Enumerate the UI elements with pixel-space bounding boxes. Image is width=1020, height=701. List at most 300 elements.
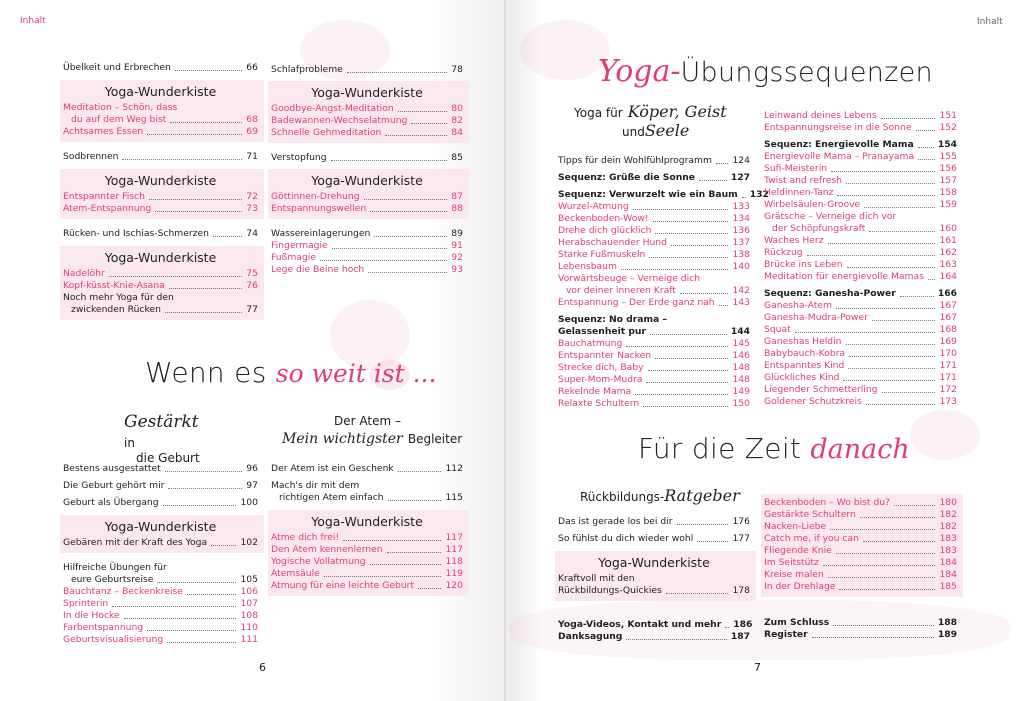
- entry-title: Gestärkte Schultern: [764, 509, 856, 520]
- toc-entry[interactable]: [271, 463, 463, 475]
- page-number: 186: [733, 619, 753, 630]
- page-header: Inhalt: [20, 16, 46, 26]
- toc-entry[interactable]: [764, 384, 957, 396]
- toc-column-7: [558, 516, 753, 643]
- toc-entry[interactable]: [764, 122, 957, 134]
- page-number: 87: [451, 191, 463, 202]
- toc-entry[interactable]: [63, 537, 258, 549]
- page-number: 167: [939, 312, 957, 323]
- page-number: 96: [246, 463, 258, 474]
- toc-entry[interactable]: [764, 271, 957, 283]
- page-number: 77: [246, 304, 258, 315]
- page-number: 100: [240, 497, 258, 508]
- toc-entry[interactable]: [63, 598, 258, 610]
- toc-entry[interactable]: [764, 336, 957, 348]
- toc-entry[interactable]: [558, 273, 750, 285]
- toc-entry[interactable]: [558, 314, 750, 326]
- toc-entry[interactable]: [271, 568, 463, 580]
- entry-title: Rücken- und Ischias-Schmerzen: [63, 228, 209, 239]
- entry-title: Leinwand deines Lebens: [764, 110, 877, 121]
- toc-entry[interactable]: [63, 304, 258, 316]
- toc-column-5: [558, 155, 769, 410]
- toc-entry[interactable]: [271, 103, 463, 115]
- page-number: 66: [246, 62, 258, 73]
- page-number: 137: [732, 237, 750, 248]
- entry-title: Im Seitstütz: [764, 557, 819, 568]
- toc-entry[interactable]: [271, 115, 463, 127]
- toc-entry[interactable]: [558, 374, 750, 386]
- entry-title: Catch me, if you can: [764, 533, 859, 544]
- page-number: 74: [246, 228, 258, 239]
- toc-entry[interactable]: [558, 533, 750, 545]
- heading-plain: Der Atem –: [334, 414, 401, 428]
- yoga-box: [60, 246, 264, 320]
- toc-entry[interactable]: [558, 631, 750, 643]
- page-number: 107: [240, 598, 258, 609]
- toc-entry[interactable]: [271, 532, 463, 544]
- entry-title: In der Drehlage: [764, 581, 836, 592]
- toc-entry[interactable]: [558, 573, 750, 585]
- page-number: 78: [451, 64, 463, 75]
- entry-title: Wurzel-Atmung: [558, 201, 629, 212]
- page-number: 156: [939, 163, 957, 174]
- entry-title: Gelassenheit pur: [558, 326, 646, 337]
- toc-entry[interactable]: [764, 545, 957, 557]
- toc-entry[interactable]: [558, 386, 750, 398]
- entry-title: Heldinnen-Tanz: [764, 187, 834, 198]
- toc-entry[interactable]: [558, 249, 750, 261]
- toc-entry[interactable]: [764, 324, 957, 336]
- entry-title: Rekelnde Mama: [558, 386, 632, 397]
- toc-entry[interactable]: [63, 114, 258, 126]
- toc-entry[interactable]: [558, 585, 750, 597]
- toc-entry[interactable]: [558, 201, 750, 213]
- page-number: 134: [732, 213, 750, 224]
- page-number: 168: [939, 324, 957, 335]
- section-title-script: so weit ist ...: [275, 359, 437, 388]
- entry-title: Der Atem ist ein Geschenk: [271, 463, 394, 474]
- toc-entry[interactable]: [558, 213, 750, 225]
- toc-entry[interactable]: [764, 163, 957, 175]
- entry-title: In die Hocke: [63, 610, 120, 621]
- toc-entry[interactable]: [63, 480, 258, 492]
- toc-entry[interactable]: [271, 191, 463, 203]
- toc-entry[interactable]: [764, 629, 957, 641]
- page-number: 189: [937, 629, 957, 640]
- toc-entry[interactable]: [764, 300, 957, 312]
- entry-title: Göttinnen-Drehung: [271, 191, 360, 202]
- toc-entry[interactable]: [764, 211, 957, 223]
- section-title: [598, 54, 933, 89]
- toc-entry[interactable]: [764, 223, 957, 235]
- page-number: 88: [451, 203, 463, 214]
- toc-entry[interactable]: [764, 151, 957, 163]
- entry-title: Ganesha-Atem: [764, 300, 832, 311]
- entry-title: Meditation – Schön, dass: [63, 102, 178, 113]
- page-number: 161: [939, 235, 957, 246]
- page-number: 97: [246, 480, 258, 491]
- toc-entry[interactable]: [764, 110, 957, 122]
- heading-script: Ratgeber: [664, 486, 740, 505]
- page-number: 143: [732, 297, 750, 308]
- page-number: 127: [730, 172, 750, 183]
- entry-title: Badewannen-Wechselatmung: [271, 115, 408, 126]
- toc-entry[interactable]: [63, 622, 258, 634]
- entry-title: Wirbelsäulen-Groove: [764, 199, 861, 210]
- entry-title: Drehe dich glücklich: [558, 225, 652, 236]
- toc-entry[interactable]: [764, 533, 957, 545]
- entry-title: Den Atem kennenlernen: [271, 544, 383, 555]
- toc-entry[interactable]: [764, 396, 957, 408]
- section-title-script: danach: [810, 434, 910, 465]
- entry-title: Sequenz: Ganesha-Power: [764, 288, 896, 299]
- page-number: 180: [939, 497, 957, 508]
- page-number: 120: [445, 580, 463, 591]
- entry-title: Kraftvoll mit den: [558, 573, 635, 584]
- toc-entry[interactable]: [271, 580, 463, 592]
- entry-title: Rückzug: [764, 247, 803, 258]
- page-number: 183: [939, 545, 957, 556]
- toc-entry[interactable]: [271, 152, 463, 164]
- section-title-plain: Übungssequenzen: [680, 57, 933, 88]
- page-number: 117: [445, 544, 463, 555]
- page-number: 172: [939, 384, 957, 395]
- page-number: 136: [732, 225, 750, 236]
- heading-plain: in: [124, 436, 135, 450]
- entry-title: Waches Herz: [764, 235, 824, 246]
- toc-entry[interactable]: [558, 155, 750, 167]
- page-number: 75: [246, 268, 258, 279]
- toc-entry[interactable]: [558, 285, 750, 297]
- watercolor-splash: [910, 410, 980, 460]
- section-title: [145, 356, 436, 389]
- entry-title: Mach's dir mit dem: [271, 480, 360, 491]
- entry-title: Ganesha-Mudra-Power: [764, 312, 868, 323]
- entry-title: zwickenden Rücken: [71, 304, 161, 315]
- entry-title: Verstopfung: [271, 152, 327, 163]
- toc-entry[interactable]: [558, 338, 750, 350]
- yoga-box: [555, 551, 756, 601]
- toc-entry[interactable]: [764, 247, 957, 259]
- entry-title: Atemsäule: [271, 568, 320, 579]
- entry-title: Fliegende Knie: [764, 545, 832, 556]
- page-number: 160: [939, 223, 957, 234]
- entry-title: Goldener Schutzkreis: [764, 396, 862, 407]
- toc-entry[interactable]: [558, 237, 750, 249]
- entry-title: Noch mehr Yoga für den: [63, 292, 174, 303]
- entry-title: Geburt als Übergang: [63, 497, 159, 508]
- page-number: 148: [732, 362, 750, 373]
- page-number: 157: [939, 175, 957, 186]
- page-number: 146: [732, 350, 750, 361]
- entry-title: Starke Fußmuskeln: [558, 249, 646, 260]
- entry-title: Vorwärtsbeuge – Verneige dich: [558, 273, 701, 284]
- page-number: 92: [451, 252, 463, 263]
- heading-plain: Yoga für: [574, 106, 623, 120]
- toc-entry[interactable]: [764, 581, 957, 593]
- entry-title: Goodbye-Angst-Meditation: [271, 103, 394, 114]
- toc-entry[interactable]: [764, 199, 957, 211]
- page-number: 69: [246, 126, 258, 137]
- toc-entry[interactable]: [764, 360, 957, 372]
- toc-entry[interactable]: [63, 497, 258, 509]
- toc-entry[interactable]: [271, 203, 463, 215]
- page-number: 85: [451, 152, 463, 163]
- toc-entry[interactable]: [558, 261, 750, 273]
- right-page: [510, 0, 1020, 701]
- page-number-footer: 6: [259, 661, 266, 674]
- page-number: 187: [730, 631, 750, 642]
- entry-title: Atme dich frei!: [271, 532, 340, 543]
- entry-title: Entspannung – Der Erde ganz nah: [558, 297, 715, 308]
- page-number: 68: [246, 114, 258, 125]
- toc-entry[interactable]: [764, 348, 957, 360]
- toc-entry[interactable]: [63, 102, 258, 114]
- heading-script: Köper, Geist: [627, 102, 727, 121]
- box-title: Yoga-Wunderkiste: [598, 555, 710, 570]
- page-number: 93: [451, 264, 463, 275]
- entry-title: Yogische Vollatmung: [271, 556, 366, 567]
- toc-entry[interactable]: [63, 151, 258, 163]
- entry-title: Tipps für dein Wohlfühlprogramm: [558, 155, 712, 166]
- section-title: [638, 432, 910, 465]
- page-number: 115: [445, 492, 463, 503]
- toc-column-1: [63, 62, 258, 320]
- entry-title: Gebären mit der Kraft des Yoga: [63, 537, 208, 548]
- entry-title: Sprinterin: [63, 598, 109, 609]
- toc-entry[interactable]: [764, 235, 957, 247]
- toc-entry[interactable]: [764, 557, 957, 569]
- page-number: 152: [939, 122, 957, 133]
- toc-entry[interactable]: [764, 187, 957, 199]
- entry-title: Entspannungsreise in die Sonne: [764, 122, 912, 133]
- page-number: 119: [445, 568, 463, 579]
- toc-column-6: [764, 110, 957, 408]
- toc-entry[interactable]: [63, 463, 258, 475]
- box-title: Yoga-Wunderkiste: [104, 84, 217, 99]
- entry-title: Kreise malen: [764, 569, 824, 580]
- toc-entry[interactable]: [764, 139, 957, 151]
- toc-entry[interactable]: [271, 64, 463, 76]
- toc-entry[interactable]: [271, 480, 463, 492]
- heading-plain: Begleiter: [407, 432, 463, 446]
- entry-title: Sequenz: Grüße die Sonne: [558, 172, 696, 183]
- page-number: 144: [730, 326, 750, 337]
- toc-entry[interactable]: [63, 610, 258, 622]
- page-number: 124: [732, 155, 750, 166]
- toc-entry[interactable]: [271, 544, 463, 556]
- page-number: 167: [939, 300, 957, 311]
- page-number: 184: [939, 569, 957, 580]
- page-number: 164: [939, 271, 957, 282]
- page-number: 154: [937, 139, 957, 150]
- entry-title: Sodbrennen: [63, 151, 119, 162]
- entry-title: Entspannter Fisch: [63, 191, 145, 202]
- section-title-plain: Wenn es: [145, 356, 276, 389]
- page-number: 178: [732, 585, 750, 596]
- entry-title: Relaxte Schultern: [558, 398, 640, 409]
- box-title: Yoga-Wunderkiste: [311, 85, 423, 100]
- page-number: 177: [732, 533, 750, 544]
- page-number: 84: [451, 127, 463, 138]
- toc-entry[interactable]: [63, 574, 258, 586]
- toc-column-4: [271, 463, 463, 596]
- toc-entry[interactable]: [63, 292, 258, 304]
- page-number: 108: [240, 610, 258, 621]
- page-number: 106: [240, 586, 258, 597]
- entry-title: Bauchatmung: [558, 338, 623, 349]
- toc-entry[interactable]: [764, 569, 957, 581]
- page-number: 171: [939, 360, 957, 371]
- toc-entry[interactable]: [558, 362, 750, 374]
- toc-entry[interactable]: [63, 586, 258, 598]
- page-header: Inhalt: [977, 17, 1003, 27]
- entry-title: Übelkeit und Erbrechen: [63, 62, 171, 73]
- page-number: 91: [451, 240, 463, 251]
- page-number: 145: [732, 338, 750, 349]
- entry-title: Nadelöhr: [63, 268, 105, 279]
- entry-title: Fingermagie: [271, 240, 328, 251]
- toc-entry[interactable]: [558, 225, 750, 237]
- page-number: 142: [732, 285, 750, 296]
- entry-title: Kopf-küsst-Knie-Asana: [63, 280, 165, 291]
- entry-title: Ganeshas Heldin: [764, 336, 842, 347]
- page-number: 150: [732, 398, 750, 409]
- toc-entry[interactable]: [558, 350, 750, 362]
- entry-title: Zum Schluss: [764, 617, 830, 628]
- page-number: 170: [939, 348, 957, 359]
- toc-entry[interactable]: [63, 562, 258, 574]
- page-number: 72: [246, 191, 258, 202]
- entry-title: Meditation für energievolle Mamas: [764, 271, 924, 282]
- entry-title: Entspanntes Kind: [764, 360, 845, 371]
- toc-entry[interactable]: [271, 240, 463, 252]
- entry-title: Bauchtanz – Beckenkreise: [63, 586, 183, 597]
- toc-entry[interactable]: [271, 252, 463, 264]
- section-title-plain: Für die Zeit: [638, 432, 811, 465]
- page-number: 132: [749, 189, 769, 200]
- toc-entry[interactable]: [558, 172, 750, 184]
- toc-entry[interactable]: [63, 191, 258, 203]
- toc-entry[interactable]: [63, 634, 258, 646]
- page-number: 182: [939, 521, 957, 532]
- entry-title: eure Geburtsreise: [71, 574, 154, 585]
- page-number: 117: [445, 532, 463, 543]
- entry-title: Rückbildungs-Quickies: [558, 585, 662, 596]
- toc-entry[interactable]: [558, 189, 769, 201]
- page-number: 140: [732, 261, 750, 272]
- entry-title: Nacken-Liebe: [764, 521, 827, 532]
- toc-entry[interactable]: [271, 127, 463, 139]
- toc-entry[interactable]: [63, 280, 258, 292]
- page-number: 133: [732, 201, 750, 212]
- page-number: 169: [939, 336, 957, 347]
- toc-entry[interactable]: [764, 497, 957, 509]
- toc-entry[interactable]: [63, 126, 258, 138]
- entry-title: Danksagung: [558, 631, 623, 642]
- toc-entry[interactable]: [764, 288, 957, 300]
- entry-title: Grätsche – Verneige dich vor: [764, 211, 897, 222]
- page-number: 110: [240, 622, 258, 633]
- yoga-box: [761, 494, 963, 597]
- page-number: 162: [939, 247, 957, 258]
- heading-plain: Rückbildungs-: [580, 490, 665, 504]
- heading-script: Seele: [644, 121, 690, 140]
- entry-title: Brücke ins Leben: [764, 259, 843, 270]
- toc-entry[interactable]: [63, 228, 258, 240]
- toc-entry[interactable]: [558, 297, 750, 309]
- toc-entry[interactable]: [764, 509, 957, 521]
- subsection-heading: [124, 412, 214, 465]
- toc-entry[interactable]: [764, 617, 957, 629]
- entry-title: Fußmagie: [271, 252, 317, 263]
- toc-entry[interactable]: [558, 516, 750, 528]
- page-number: 176: [732, 516, 750, 527]
- box-title: Yoga-Wunderkiste: [311, 514, 423, 529]
- entry-title: Squat: [764, 324, 791, 335]
- entry-title: Atmung für eine leichte Geburt: [271, 580, 415, 591]
- toc-entry[interactable]: [764, 312, 957, 324]
- toc-entry[interactable]: [558, 326, 750, 338]
- entry-title: Liegender Schmetterling: [764, 384, 878, 395]
- toc-entry[interactable]: [63, 268, 258, 280]
- page-number: 102: [240, 537, 258, 548]
- page-number: 188: [937, 617, 957, 628]
- toc-entry[interactable]: [764, 175, 957, 187]
- page-number: 163: [939, 259, 957, 270]
- yoga-box: [268, 81, 469, 143]
- entry-title: Register: [764, 629, 808, 640]
- page-number: 159: [939, 199, 957, 210]
- yoga-box: [268, 169, 469, 219]
- toc-entry[interactable]: [63, 203, 258, 215]
- entry-title: Entspannungswellen: [271, 203, 367, 214]
- entry-title: Yoga-Videos, Kontakt und mehr: [558, 619, 722, 630]
- entry-title: Geburtsvisualisierung: [63, 634, 164, 645]
- entry-title: Hilfreiche Übungen für: [63, 562, 167, 573]
- entry-title: Sufi-Meisterin: [764, 163, 828, 174]
- entry-title: Beckenboden – Wo bist du?: [764, 497, 890, 508]
- entry-title: Bestens ausgestattet: [63, 463, 161, 474]
- toc-entry[interactable]: [271, 492, 463, 504]
- page-number: 80: [451, 103, 463, 114]
- toc-entry[interactable]: [63, 62, 258, 74]
- toc-entry[interactable]: [558, 619, 753, 631]
- page-number: 171: [939, 372, 957, 383]
- toc-entry[interactable]: [764, 259, 957, 271]
- entry-title: vor deiner inneren Kraft: [566, 285, 676, 296]
- entry-title: du auf dem Weg bist: [71, 114, 167, 125]
- toc-entry[interactable]: [271, 264, 463, 276]
- yoga-box: [60, 515, 264, 553]
- toc-entry[interactable]: [764, 372, 957, 384]
- toc-entry[interactable]: [271, 556, 463, 568]
- heading-script: Mein wichtigster: [282, 431, 403, 447]
- subsection-heading: [574, 102, 744, 140]
- toc-entry[interactable]: [271, 228, 463, 240]
- page-number: 155: [939, 151, 957, 162]
- toc-entry[interactable]: [558, 398, 750, 410]
- entry-title: Wassereinlagerungen: [271, 228, 371, 239]
- entry-title: Sequenz: Energievolle Mama: [764, 139, 914, 150]
- subsection-heading: [580, 486, 740, 505]
- toc-entry[interactable]: [764, 521, 957, 533]
- entry-title: Atem-Entspannung: [63, 203, 152, 214]
- entry-title: Beckenboden-Wow!: [558, 213, 649, 224]
- entry-title: richtigen Atem einfach: [279, 492, 384, 503]
- box-title: Yoga-Wunderkiste: [311, 173, 423, 188]
- page-number: 183: [939, 533, 957, 544]
